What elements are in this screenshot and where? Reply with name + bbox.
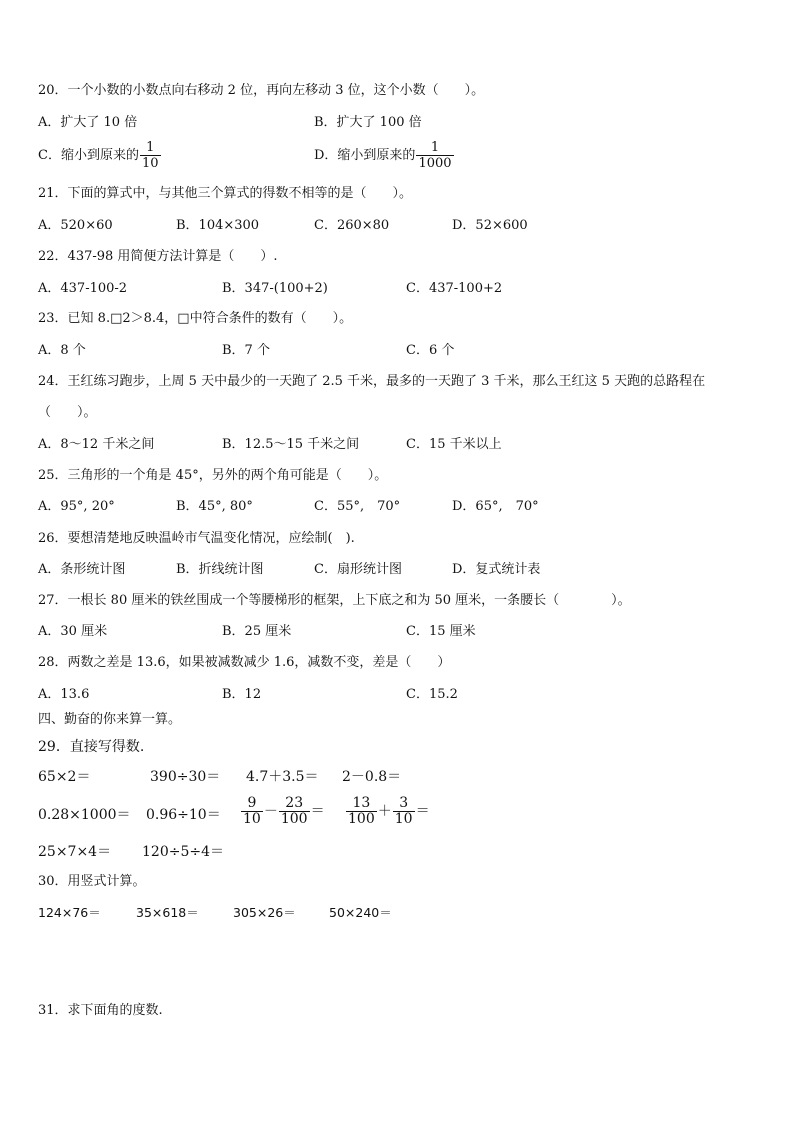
q28-stem: 28．两数之差是 13.6，如果被减数减少 1.6，减数不变，差是（ ） xyxy=(38,655,451,670)
q20-option-d-fraction xyxy=(416,140,453,171)
fraction xyxy=(241,796,263,827)
q30-item: 305×26＝ xyxy=(233,905,296,920)
q20-option-c-fraction xyxy=(140,140,161,171)
q21-stem: 21．下面的算式中，与其他三个算式的得数不相等的是（ ）。 xyxy=(38,186,413,201)
fraction-numerator: 1 xyxy=(430,140,440,155)
q24-option-c: C．15 千米以上 xyxy=(406,437,502,452)
q29-item: 390÷30＝ xyxy=(150,769,221,785)
fraction-numerator: 23 xyxy=(285,795,304,811)
operator: － xyxy=(263,803,278,820)
q21-option-b: B．104×300 xyxy=(176,218,260,233)
q26-option-d: D．复式统计表 xyxy=(452,562,541,577)
q20-option-d-prefix: D．缩小到原来的 xyxy=(314,148,416,163)
q21-option-c: C．260×80 xyxy=(314,218,390,233)
q23-option-b: B．7 个 xyxy=(222,343,270,358)
q29-item: 0.96÷10＝ xyxy=(146,807,221,823)
q20-option-d xyxy=(314,140,455,171)
q22-option-c: C．437-100+2 xyxy=(406,281,503,296)
fraction-numerator: 9 xyxy=(247,795,257,811)
q28-option-a: A．13.6 xyxy=(38,687,90,702)
q29-fraction-expression xyxy=(345,796,430,827)
fraction xyxy=(346,796,377,827)
q26-option-b: B．折线统计图 xyxy=(176,562,264,577)
q27-option-a: A．30 厘米 xyxy=(38,624,108,639)
q22-option-a: A．437-100-2 xyxy=(38,281,128,296)
q20-option-b: B．扩大了 100 倍 xyxy=(314,115,422,130)
q29-item: 120÷5÷4＝ xyxy=(142,844,224,860)
q29-item: 2－0.8＝ xyxy=(342,769,402,785)
q22-option-b: B．347-(100+2) xyxy=(222,281,328,296)
fraction xyxy=(279,796,310,827)
q30-item: 50×240＝ xyxy=(329,905,392,920)
q26-option-c: C．扇形统计图 xyxy=(314,562,402,577)
q20-option-c-prefix: C．缩小到原来的 xyxy=(38,148,139,163)
q26-option-a: A．条形统计图 xyxy=(38,562,126,577)
q25-option-c: C．55°, 70° xyxy=(314,499,401,514)
q29-item: 4.7＋3.5＝ xyxy=(246,769,319,785)
q29-fraction-expression xyxy=(240,796,325,827)
q30-stem: 30．用竖式计算。 xyxy=(38,874,146,889)
q24-option-b: B．12.5～15 千米之间 xyxy=(222,437,360,452)
operator: ＋ xyxy=(377,803,392,820)
q20-option-c xyxy=(38,140,162,171)
q25-option-b: B．45°, 80° xyxy=(176,499,253,514)
q24-stem-line1: 24．王红练习跑步，上周 5 天中最少的一天跑了 2.5 千米，最多的一天跑了 3 千米，那么王红这 5 天跑的总路程在 xyxy=(38,374,706,389)
fraction-denominator: 10 xyxy=(141,156,159,171)
q27-option-b: B．25 厘米 xyxy=(222,624,292,639)
q30-item: 124×76＝ xyxy=(38,905,101,920)
fraction-denominator: 1000 xyxy=(418,156,452,171)
q25-option-d: D．65°, 70° xyxy=(452,499,539,514)
q23-option-a: A．8 个 xyxy=(38,343,86,358)
q28-option-b: B．12 xyxy=(222,687,262,702)
q23-option-c: C．6 个 xyxy=(406,343,455,358)
equals-sign: ＝ xyxy=(415,803,430,820)
q27-option-c: C．15 厘米 xyxy=(406,624,476,639)
q21-option-a: A．520×60 xyxy=(38,218,113,233)
section-heading: 四、勤奋的你来算一算。 xyxy=(38,712,182,727)
fraction-numerator: 13 xyxy=(352,795,371,811)
equals-sign: ＝ xyxy=(310,803,325,820)
fraction-denominator: 100 xyxy=(348,811,375,827)
fraction-denominator: 10 xyxy=(243,811,261,827)
q24-stem-line2: （ ）。 xyxy=(38,405,97,420)
fraction-denominator: 100 xyxy=(280,811,308,827)
q20-option-a: A．扩大了 10 倍 xyxy=(38,115,138,130)
fraction xyxy=(393,796,415,827)
fraction-numerator: 3 xyxy=(399,795,409,811)
q30-item: 35×618＝ xyxy=(136,905,199,920)
q29-item: 65×2＝ xyxy=(38,769,91,785)
q27-stem: 27．一根长 80 厘米的铁丝围成一个等腰梯形的框架，上下底之和为 50 厘米，一条腰长（ ）。 xyxy=(38,593,631,608)
q25-option-a: A．95°, 20° xyxy=(38,499,115,514)
fraction-denominator: 10 xyxy=(394,811,413,827)
q28-option-c: C．15.2 xyxy=(406,687,458,702)
q25-stem: 25．三角形的一个角是 45°，另外的两个角可能是（ ）。 xyxy=(38,468,388,483)
q20-stem: 20．一个小数的小数点向右移动 2 位，再向左移动 3 位，这个小数（ ）。 xyxy=(38,83,485,98)
q29-item: 0.28×1000＝ xyxy=(38,807,131,823)
q26-stem: 26．要想清楚地反映温岭市气温变化情况，应绘制( ). xyxy=(38,531,355,546)
q22-stem: 22．437-98 用简便方法计算是（ ）. xyxy=(38,249,278,264)
q31-stem: 31．求下面角的度数. xyxy=(38,1003,163,1018)
q24-option-a: A．8～12 千米之间 xyxy=(38,437,155,452)
fraction-numerator: 1 xyxy=(146,140,155,155)
q29-stem: 29．直接写得数. xyxy=(38,739,145,755)
q23-stem: 23．已知 8.□2＞8.4，□中符合条件的数有（ ）。 xyxy=(38,311,353,326)
q21-option-d: D．52×600 xyxy=(452,218,528,233)
q29-item: 25×7×4＝ xyxy=(38,844,112,860)
